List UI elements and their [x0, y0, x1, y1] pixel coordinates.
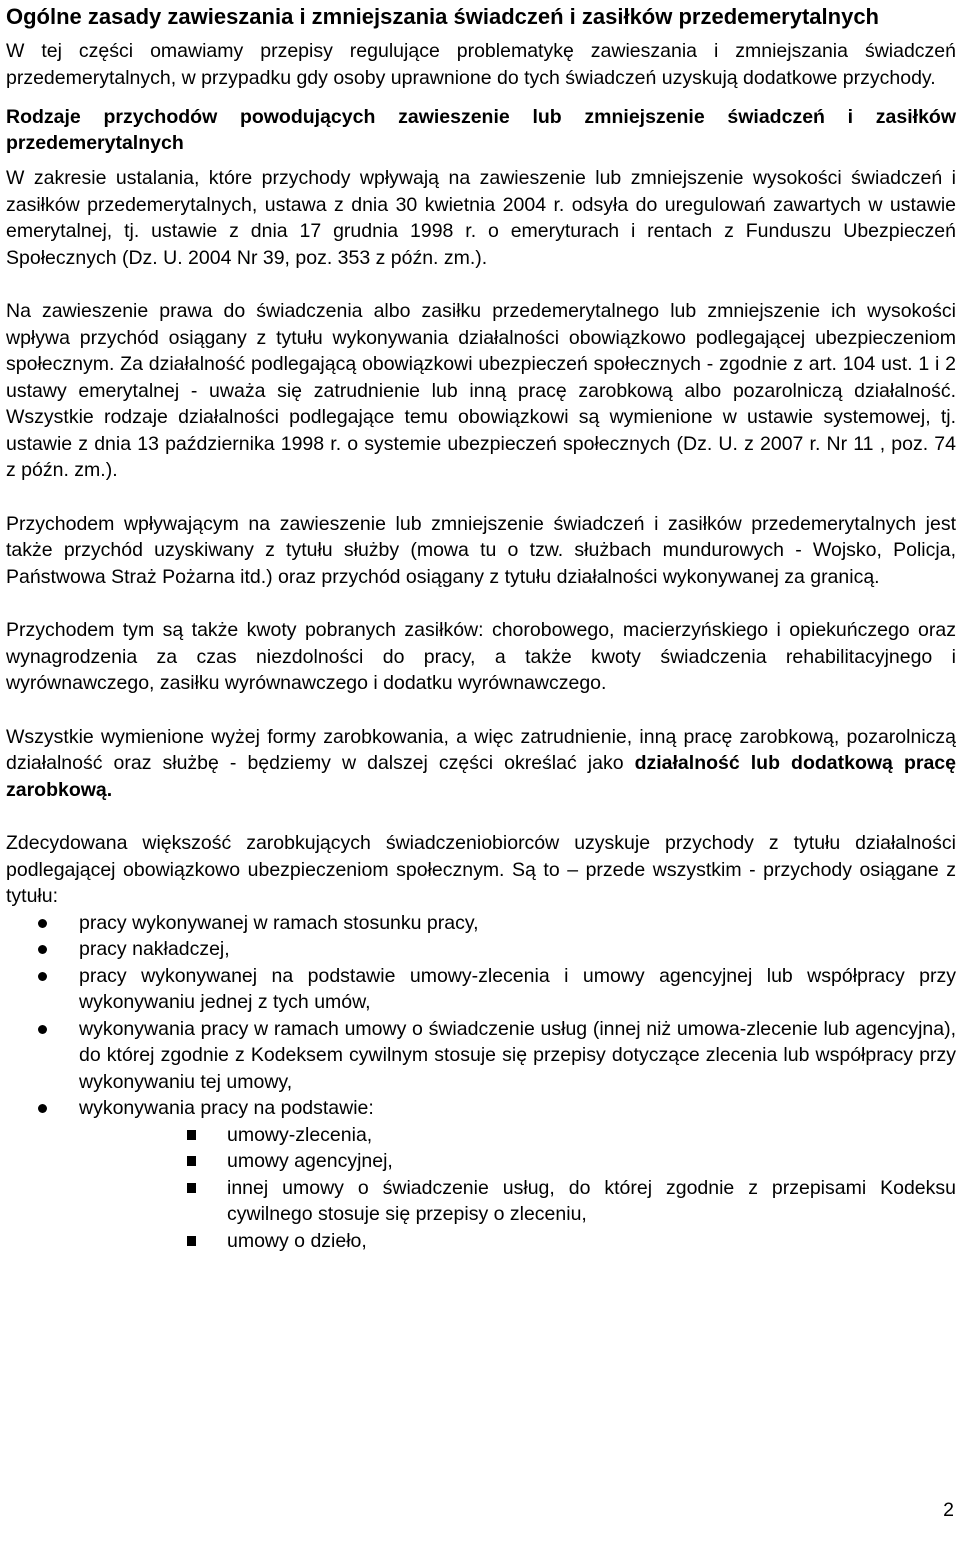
sublist-item: [79, 1148, 956, 1175]
list-intro-paragraph: Zdecydowana większość zarobkujących świadczeniobiorców uzyskuje przychody z tytułu działalności podlegającej obowiązkowo ubezpieczeniom społecznym. Są to – przede wszystkim - przychody osiągane z tytułu:: [6, 832, 956, 907]
list-item: [6, 963, 956, 1016]
bullet-icon: [38, 1025, 47, 1034]
list-item-text: pracy nakładczej,: [79, 938, 230, 960]
bullet-icon: [38, 972, 47, 981]
list-item-text: wykonywania pracy na podstawie:: [79, 1097, 374, 1119]
contract-sublist: [79, 1122, 956, 1255]
sublist-item-text: umowy agencyjnej,: [227, 1150, 393, 1172]
income-list: [6, 910, 956, 1255]
body-paragraph: [6, 724, 956, 804]
body-paragraph: W zakresie ustalania, które przychody wpływają na zawieszenie lub zmniejszenie wysokości świadczeń i zasiłków przedemerytalnych, ustawa z dnia 30 kwietnia 2004 r. odsyła do uregulowań zawartych w ustawie emerytalnej, tj. ustawie z dnia 17 grudnia 1998 r. o emeryturach i rentach z Funduszu Ubezpieczeń Społecznych (Dz. U. 2004 Nr 39, poz. 353 z późn. zm.).: [6, 167, 956, 269]
section-heading: Rodzaje przychodów powodujących zawieszenie lub zmniejszenie świadczeń i zasiłków przedemerytalnych: [6, 106, 956, 154]
sublist-item-text: innej umowy o świadczenie usług, do której zgodnie z przepisami Kodeksu cywilnego stosuje się przepisy o zleceniu,: [227, 1176, 956, 1225]
square-bullet-icon: [187, 1130, 196, 1140]
bullet-icon: [38, 1104, 47, 1113]
sublist-item: [79, 1175, 956, 1228]
sublist-item: [79, 1122, 956, 1149]
bullet-icon: [38, 945, 47, 954]
paragraph-text: Wszystkie wymienione wyżej formy zarobkowania, a więc zatrudnienie, inną pracę zarobkową, pozarolniczą działalność oraz służbę - będziemy w dalszej części określać jako: [6, 725, 956, 774]
body-paragraph: Przychodem wpływającym na zawieszenie lub zmniejszenie świadczeń i zasiłków przedemerytalnych jest także przychód uzyskiwany z tytułu służby (mowa tu o tzw. służbach mundurowych - Wojsko, Policja, Państwowa Straż Pożarna itd.) oraz przychód osiągany z tytułu działalności wykonywanej za granicą.: [6, 512, 956, 588]
list-item: [6, 936, 956, 963]
square-bullet-icon: [187, 1183, 196, 1193]
square-bullet-icon: [187, 1156, 196, 1166]
list-item-text: pracy wykonywanej na podstawie umowy-zlecenia i umowy agencyjnej lub współpracy przy wykonywaniu jednej z tych umów,: [79, 964, 956, 1013]
list-item: [6, 1016, 956, 1096]
bullet-icon: [38, 919, 47, 928]
sublist-item: [79, 1228, 956, 1255]
list-item-text: wykonywania pracy w ramach umowy o świadczenie usług (innej niż umowa-zlecenie lub agencyjna), do której zgodnie z Kodeksem cywilnym stosuje się przepisy dotyczące zlecenia lub współpracy przy wykonywaniu tej umowy,: [79, 1017, 956, 1093]
page-number: 2: [943, 1499, 954, 1521]
list-item: [6, 1095, 956, 1254]
sublist-item-text: umowy o dzieło,: [227, 1229, 367, 1252]
square-bullet-icon: [187, 1236, 196, 1246]
body-paragraph: Przychodem tym są także kwoty pobranych zasiłków: chorobowego, macierzyńskiego i opiekuńczego oraz wynagrodzenia za czas niezdolności do pracy, a także kwoty świadczenia rehabilitacyjnego i wyrównawczego, zasiłku wyrównawczego i dodatku wyrównawczego.: [6, 619, 956, 694]
list-item: [6, 910, 956, 937]
sublist-item-text: umowy-zlecenia,: [227, 1123, 373, 1146]
list-item-text: pracy wykonywanej w ramach stosunku pracy,: [79, 911, 479, 934]
body-paragraph: Na zawieszenie prawa do świadczenia albo zasiłku przedemerytalnego lub zmniejszenie ich wysokości wpływa przychód osiągany z tytułu wykonywania działalności obowiązkowo podlegającej ubezpieczeniom społecznym. Za działalność podlegającą obowiązkowi ubezpieczeń społecznych - zgodnie z art. 104 ust. 1 i 2 ustawy emerytalnej - uważa się zatrudnienie lub inną pracę zarobkową albo pozarolniczą działalność. Wszystkie rodzaje działalności podlegające temu obowiązkowi są wymienione w ustawie systemowej, tj. ustawie z dnia 13 października 1998 r. o systemie ubezpieczeń społecznych (Dz. U. z 2007 r. Nr 11 , poz. 74 z późn. zm.).: [6, 300, 956, 481]
document-page: [6, 0, 956, 1254]
bold-term: działalność lub dodatkową pracę zarobkową.: [6, 752, 956, 801]
intro-paragraph: W tej części omawiamy przepisy regulujące problematykę zawieszania i zmniejszania świadczeń przedemerytalnych, w przypadku gdy osoby uprawnione do tych świadczeń uzyskują dodatkowe przychody.: [6, 40, 956, 89]
document-title: Ogólne zasady zawieszania i zmniejszania świadczeń i zasiłków przedemerytalnych: [6, 4, 879, 29]
